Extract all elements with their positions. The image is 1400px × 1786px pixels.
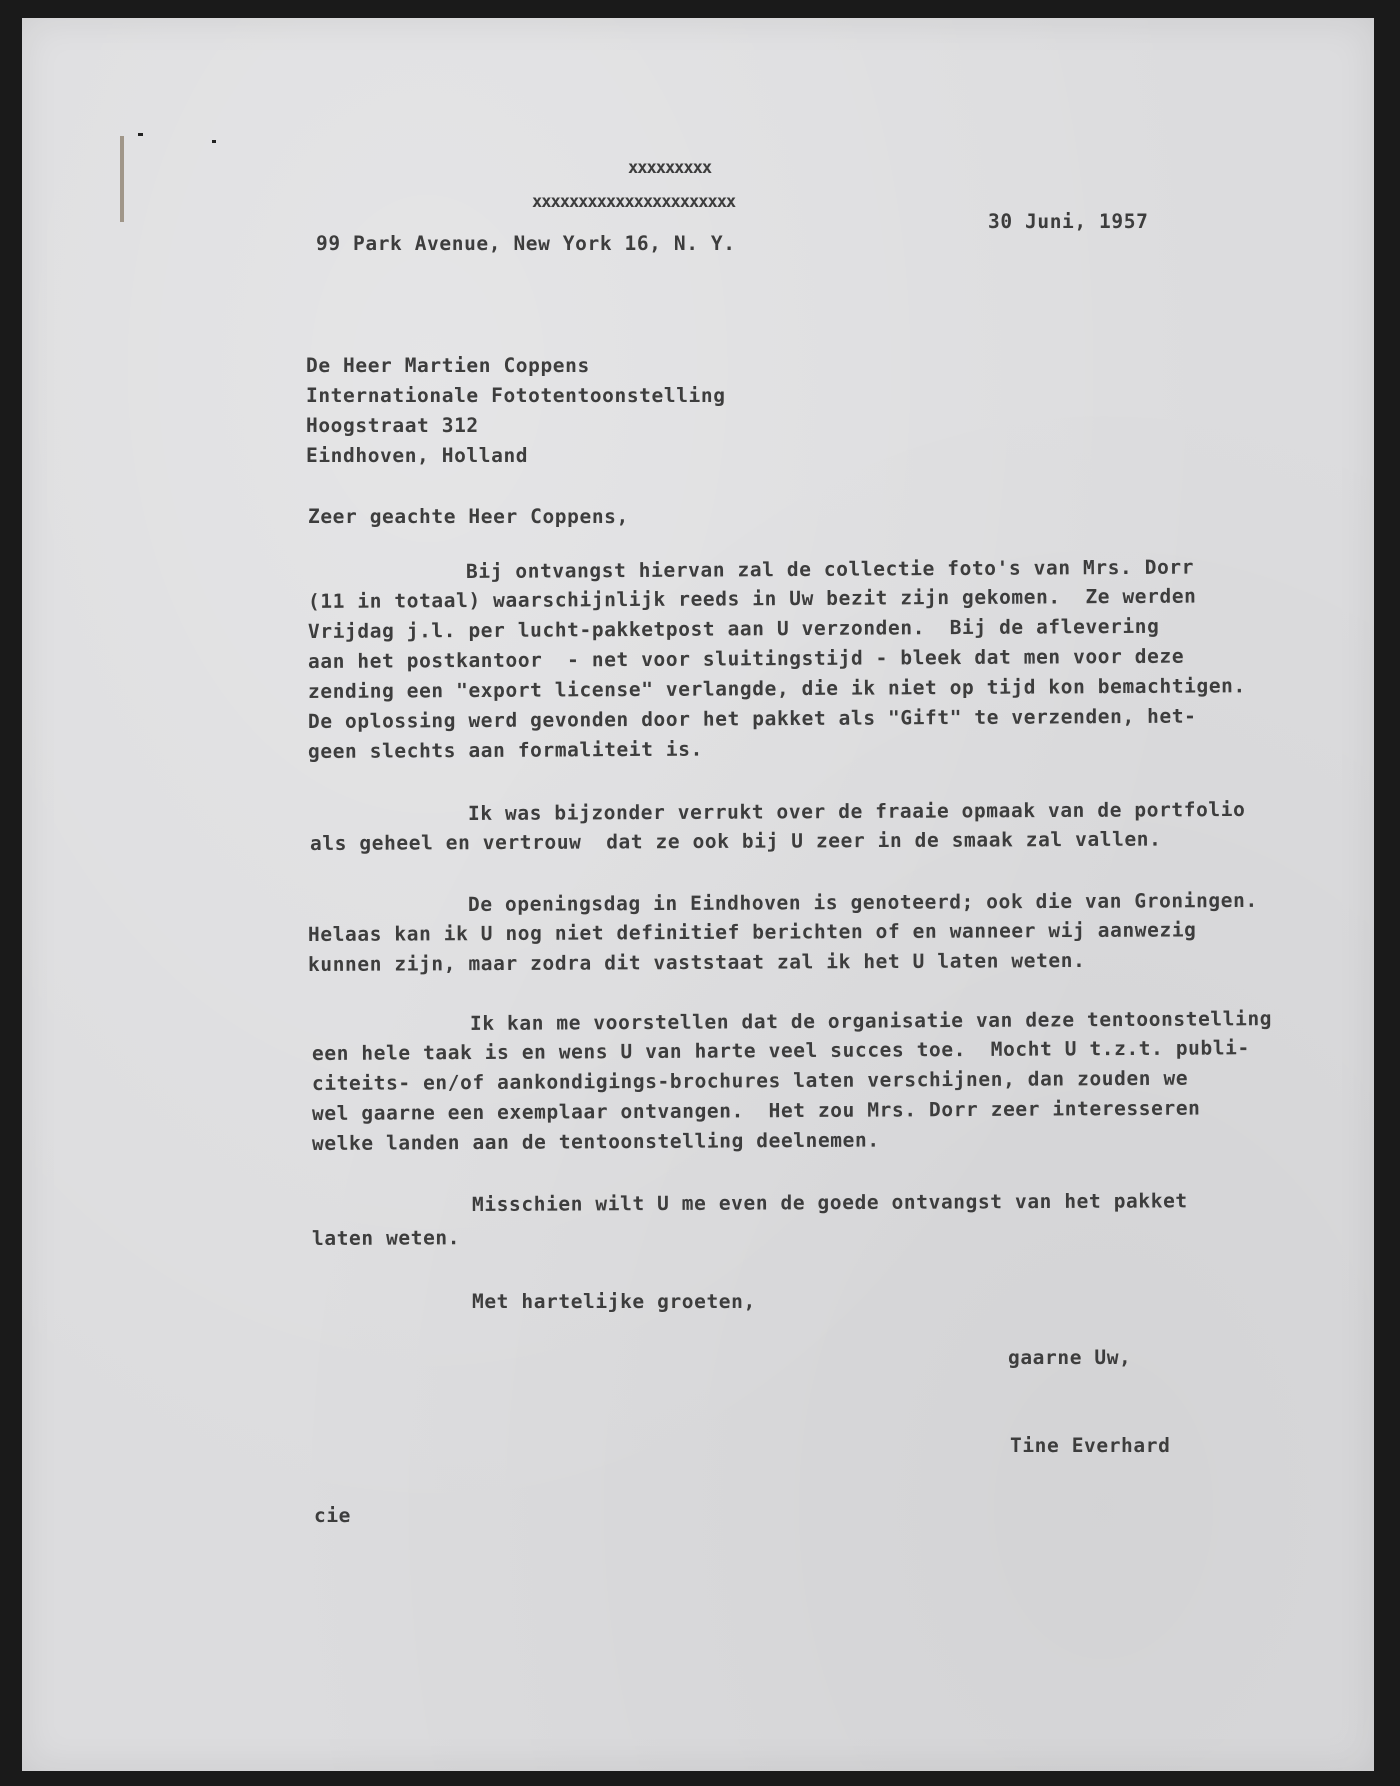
body-paragraph-5-line: laten weten. bbox=[311, 1226, 461, 1250]
body-paragraph-2-line: Ik was bijzonder verrukt over de fraaie opmaak van de portfolio bbox=[467, 797, 1246, 825]
letterhead-redacted-line-1: xxxxxxxxx bbox=[628, 158, 712, 178]
salutation: Zeer geachte Heer Coppens, bbox=[308, 505, 629, 528]
body-paragraph-3-line: kunnen zijn, maar zodra dit vaststaat zal ik het U laten weten. bbox=[307, 948, 1086, 976]
paper-speck bbox=[138, 133, 143, 136]
body-paragraph-3-line: Helaas kan ik U nog niet definitief berichten of en wanneer wij aanwezig bbox=[307, 918, 1197, 946]
letter-date: 30 Juni, 1957 bbox=[988, 210, 1149, 233]
signature-name: Tine Everhard bbox=[1010, 1434, 1171, 1457]
body-paragraph-1-line: geen slechts aan formaliteit is. bbox=[307, 737, 703, 763]
sender-address: 99 Park Avenue, New York 16, N. Y. bbox=[316, 232, 736, 255]
reference-initials: cie bbox=[314, 1504, 352, 1527]
body-paragraph-1-line: Vrijdag j.l. per lucht-pakketpost aan U verzonden. Bij de aflevering bbox=[307, 614, 1160, 643]
recipient-line: Eindhoven, Holland bbox=[306, 444, 529, 467]
paper-mark bbox=[120, 136, 124, 222]
body-paragraph-4-line: Ik kan me voorstellen dat de organisatie van deze tentoonstelling bbox=[469, 1007, 1273, 1035]
closing: Met hartelijke groeten, bbox=[472, 1290, 756, 1313]
body-paragraph-4-line: citeits- en/of aankondigings-brochures laten verschijnen, dan zouden we bbox=[311, 1066, 1189, 1095]
body-paragraph-1-line: De oplossing werd gevonden door het pakket als "Gift" te verzenden, het- bbox=[307, 704, 1197, 733]
body-paragraph-3-line: De openingsdag in Eindhoven is genoteerd; ook die van Groningen. bbox=[467, 888, 1258, 916]
body-paragraph-4-line: welke landen aan de tentoonstelling deelnemen. bbox=[311, 1128, 880, 1155]
body-paragraph-2-line: als geheel en vertrouw dat ze ook bij U zeer in de smaak zal vallen. bbox=[309, 827, 1162, 855]
paper-speck bbox=[212, 140, 216, 143]
body-paragraph-4-line: een hele taak is en wens U van harte veel succes toe. Mocht U t.z.t. publi- bbox=[311, 1036, 1250, 1065]
recipient-line: Hoogstraat 312 bbox=[306, 414, 479, 437]
body-paragraph-5-line: Misschien wilt U me even de goede ontvangst van het pakket bbox=[471, 1189, 1188, 1216]
body-paragraph-1-line: (11 in totaal) waarschijnlijk reeds in Uw bezit zijn gekomen. Ze werden bbox=[307, 584, 1197, 613]
valediction: gaarne Uw, bbox=[1008, 1346, 1132, 1369]
body-paragraph-4-line: wel gaarne een exemplaar ontvangen. Het zou Mrs. Dorr zeer interesseren bbox=[311, 1096, 1201, 1125]
body-paragraph-1-line: aan het postkantoor - net voor sluitingstijd - bleek dat men voor deze bbox=[307, 644, 1185, 673]
recipient-line: De Heer Martien Coppens bbox=[306, 354, 590, 377]
recipient-line: Internationale Fototentoonstelling bbox=[306, 384, 726, 407]
letterhead-redacted-line-2: xxxxxxxxxxxxxxxxxxxxxx bbox=[532, 192, 736, 212]
body-paragraph-1-line: Bij ontvangst hiervan zal de collectie foto's van Mrs. Dorr bbox=[465, 555, 1195, 583]
body-paragraph-1-line: zending een "export license" verlangde, die ik niet op tijd kon bemachtigen. bbox=[307, 674, 1246, 703]
